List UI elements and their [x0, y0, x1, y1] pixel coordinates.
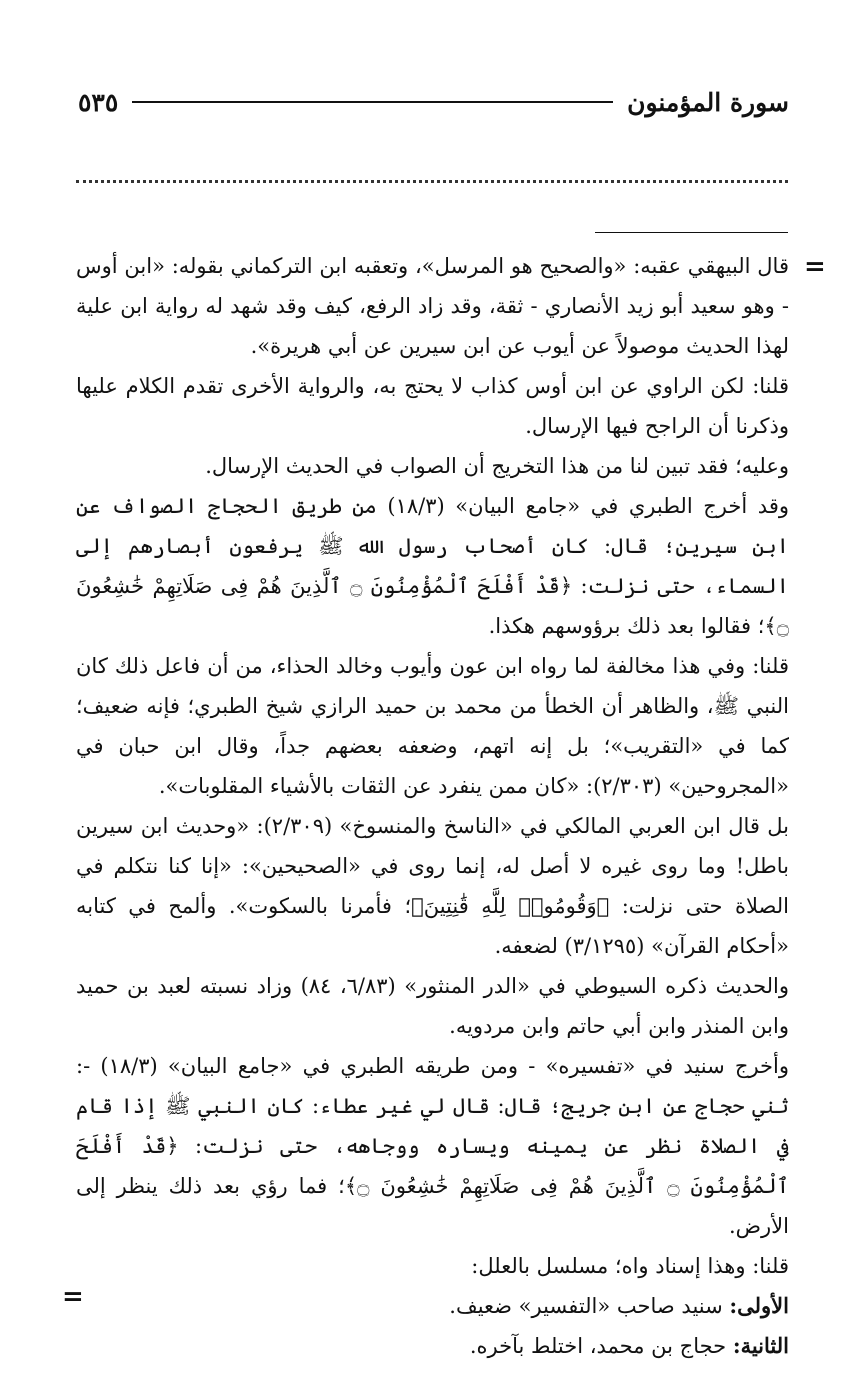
paragraph-7: والحديث ذكره السيوطي في «الدر المنثور» (٦/٨٣، ٨٤) وزاد نسبته لعبد بن حميد وابن المنذر وابن أبي حاتم وابن مردويه.: [76, 974, 789, 1038]
defect-1: [76, 1286, 789, 1326]
paragraph-1: قال البيهقي عقبه: «والصحيح هو المرسل»، وتعقبه ابن التركماني بقوله: «ابن أوس - وهو سعيد أبو زيد الأنصاري - ثقة، وقد زاد الرفع، كيف وقد شهد له رواية ابن علية لهذا الحديث موصولاً عن أيوب عن ابن سيرين عن أبي هريرة».: [76, 254, 789, 358]
defect-2-text: حجاج بن محمد، اختلط بآخره.: [469, 1334, 733, 1358]
paragraph-8: وأخرج سنيد في «تفسيره» - ومن طريقه الطبري في «جامع البيان» (١٨/٣) -: ثني حجاج عن ابن جريج؛ قال: قال لي غير عطاء: كان النبي ﷺ إذا قام في الصلاة نظر عن يمينه ويساره ووجاهه، حتى نزلت: ﴿قَدْ أَفْلَحَ ٱلْمُؤْمِنُونَ ۝ ٱلَّذِينَ هُمْ فِى صَلَاتِهِمْ خَٰشِعُونَ ۝﴾؛ فما رؤي بعد ذلك ينظر إلى الأرض.: [76, 1054, 789, 1238]
dotted-separator: [76, 180, 788, 183]
defect-2: [76, 1326, 789, 1366]
paragraph-2: قلنا: لكن الراوي عن ابن أوس كذاب لا يحتج به، والرواية الأخرى تقدم الكلام عليها وذكرنا أن الراجح فيها الإرسال.: [76, 374, 789, 438]
surah-title: سورة المؤمنون: [627, 87, 789, 117]
page-header: [78, 82, 789, 122]
paragraph-4: وقد أخرج الطبري في «جامع البيان» (١٨/٣) من طريق الحجاج الصواف عن ابن سيرين؛ قال: كان أصحاب رسول الله ﷺ يرفعون أبصارهم إلى السماء، حتى نزلت: ﴿قَدْ أَفْلَحَ ٱلْمُؤْمِنُونَ ۝ ٱلَّذِينَ هُمْ فِى صَلَاتِهِمْ خَٰشِعُونَ ۝﴾؛ فقالوا بعد ذلك برؤوسهم هكذا.: [76, 494, 790, 638]
footnote-rule: [595, 232, 788, 233]
page-number: ٥٣٥: [78, 87, 119, 117]
paragraph-5: قلنا: وفي هذا مخالفة لما رواه ابن عون وأيوب وخالد الحذاء، من أن فاعل ذلك كان النبي ﷺ، والظاهر أن الخطأ من محمد بن حميد الرازي شيخ الطبري؛ فإنه ضعيف؛ كما في «التقريب»؛ بل إنه اتهم، وضعفه بعضهم جداً، وقال ابن حبان في «المجروحين» (٢/٣٠٣): «كان ممن ينفرد عن الثقات بالأشياء المقلوبات».: [76, 654, 789, 798]
paragraph-6: بل قال ابن العربي المالكي في «الناسخ والمنسوخ» (٢/٣٠٩): «وحديث ابن سيرين باطل! وما روى غيره لا أصل له، إنما روى في «الصحيحين»: «إنا كنا نتكلم في الصلاة حتى نزلت: ﴿وَقُومُوا۟ لِلَّهِ قَٰنِتِينَ﴾؛ فأمرنا بالسكوت». وألمح في كتابه «أحكام القرآن» (٣/١٢٩٥) لضعفه.: [76, 814, 789, 958]
header-rule: [132, 101, 613, 103]
defect-1-label: الأولى:: [729, 1293, 789, 1318]
continuation-mark-bottom: =: [62, 1282, 84, 1312]
footnote-text: [76, 246, 789, 1366]
paragraph-3: وعليه؛ فقد تبين لنا من هذا التخريج أن الصواب في الحديث الإرسال.: [205, 454, 789, 478]
defect-2-label: الثانية:: [732, 1333, 789, 1358]
defect-1-text: سنيد صاحب «التفسير» ضعيف.: [449, 1294, 730, 1318]
paragraph-9: قلنا: وهذا إسناد واه؛ مسلسل بالعلل:: [471, 1254, 789, 1278]
continuation-mark-top: =: [804, 252, 826, 282]
